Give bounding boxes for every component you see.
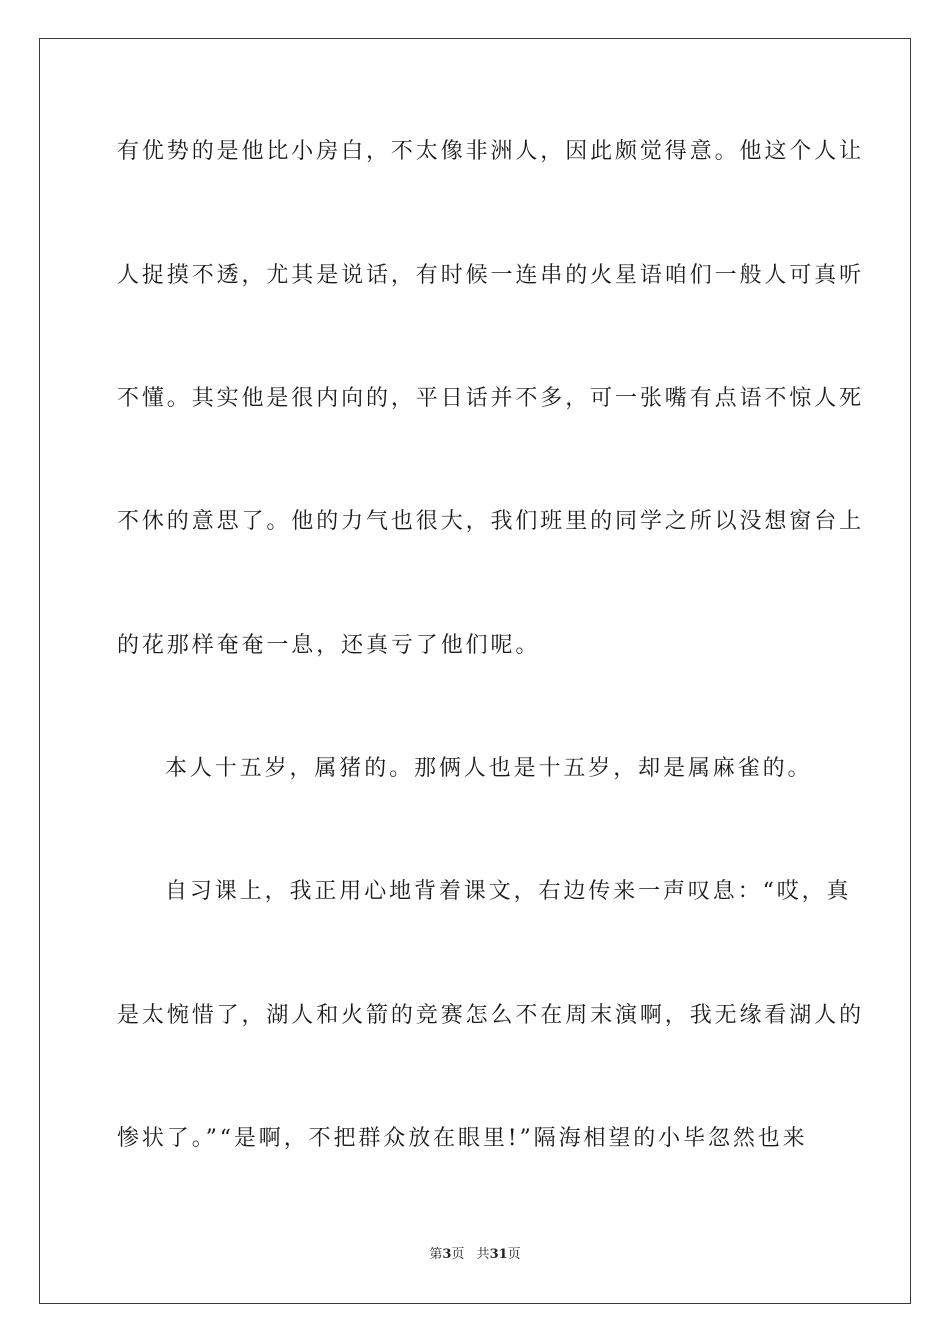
text-line: 是太惋惜了，湖人和火箭的竞赛怎么不在周末演啊，我无缘看湖人的	[117, 1003, 865, 1028]
text-line: 惨状了。”“是啊，不把群众放在眼里!”隔海相望的小毕忽然也来	[117, 1126, 808, 1151]
total-pages-label: 共31页	[476, 1247, 521, 1262]
text-line: 本人十五岁，属猪的。那俩人也是十五岁，却是属麻雀的。	[165, 756, 813, 781]
text-line: 自习课上，我正用心地背着课文，右边传来一声叹息：“哎，真	[165, 879, 852, 904]
text-line: 不懂。其实他是很内向的，平日话并不多，可一张嘴有点语不惊人死	[117, 386, 865, 411]
text-line: 不休的意思了。他的力气也很大，我们班里的同学之所以没想窗台上	[117, 509, 865, 534]
page-footer	[0, 1246, 950, 1264]
text-line: 的花那样奄奄一息，还真亏了他们呢。	[117, 633, 541, 658]
page-border	[39, 38, 911, 1304]
text-line: 人捉摸不透，尤其是说话，有时候一连串的火星语咱们一般人可真听	[117, 263, 865, 288]
page-number-label: 第3页	[429, 1247, 465, 1262]
text-line: 有优势的是他比小房白，不太像非洲人，因此颇觉得意。他这个人让	[117, 139, 865, 164]
